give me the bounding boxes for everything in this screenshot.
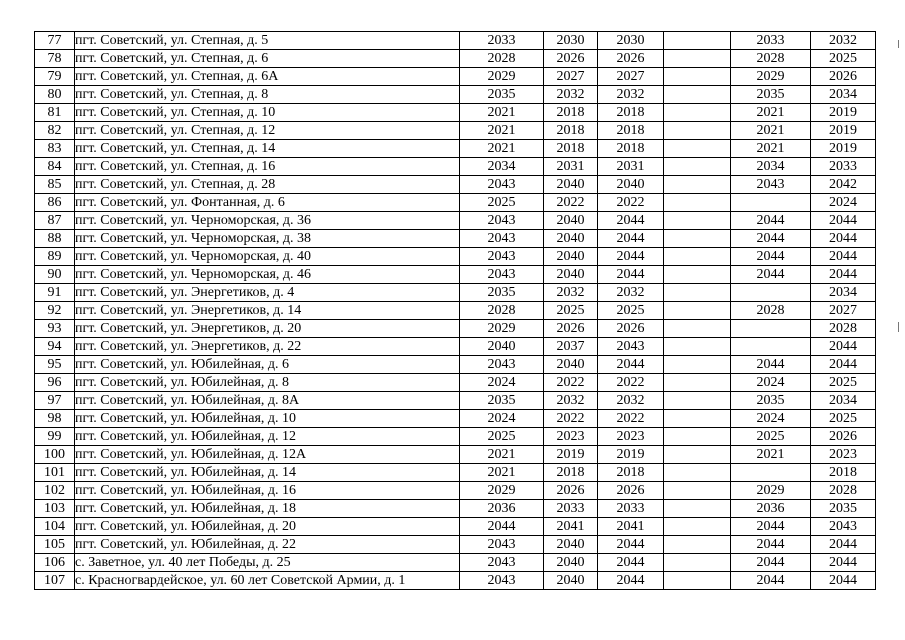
table-row bbox=[35, 176, 876, 194]
year-cell-4 bbox=[664, 122, 731, 140]
year-cell-3: 2027 bbox=[598, 68, 664, 86]
year-cell-4 bbox=[664, 428, 731, 446]
year-cell-2: 2040 bbox=[544, 554, 598, 572]
address-cell: пгт. Советский, ул. Степная, д. 10 bbox=[75, 104, 460, 122]
year-cell-5 bbox=[731, 194, 811, 212]
table-row bbox=[35, 446, 876, 464]
year-cell-5: 2035 bbox=[731, 86, 811, 104]
table-row bbox=[35, 482, 876, 500]
year-cell-5: 2044 bbox=[731, 356, 811, 374]
year-cell-4 bbox=[664, 32, 731, 50]
table-row bbox=[35, 230, 876, 248]
year-cell-2: 2022 bbox=[544, 194, 598, 212]
year-cell-2: 2019 bbox=[544, 446, 598, 464]
address-cell: пгт. Советский, ул. Степная, д. 8 bbox=[75, 86, 460, 104]
year-cell-2: 2018 bbox=[544, 122, 598, 140]
year-cell-1: 2024 bbox=[460, 374, 544, 392]
year-cell-4 bbox=[664, 194, 731, 212]
row-number-cell: 81 bbox=[35, 104, 75, 122]
year-cell-5: 2044 bbox=[731, 518, 811, 536]
year-cell-1: 2035 bbox=[460, 392, 544, 410]
year-cell-1: 2025 bbox=[460, 428, 544, 446]
address-cell: пгт. Советский, ул. Юбилейная, д. 22 bbox=[75, 536, 460, 554]
address-cell: пгт. Советский, ул. Энергетиков, д. 22 bbox=[75, 338, 460, 356]
year-cell-4 bbox=[664, 104, 731, 122]
year-cell-4 bbox=[664, 392, 731, 410]
year-cell-2: 2037 bbox=[544, 338, 598, 356]
table-row bbox=[35, 50, 876, 68]
year-cell-5: 2044 bbox=[731, 536, 811, 554]
year-cell-3: 2040 bbox=[598, 176, 664, 194]
year-cell-4 bbox=[664, 518, 731, 536]
year-cell-6: 2028 bbox=[811, 482, 876, 500]
year-cell-3: 2043 bbox=[598, 338, 664, 356]
year-cell-1: 2021 bbox=[460, 464, 544, 482]
address-cell: пгт. Советский, ул. Энергетиков, д. 14 bbox=[75, 302, 460, 320]
row-number-cell: 79 bbox=[35, 68, 75, 86]
year-cell-4 bbox=[664, 50, 731, 68]
row-number-cell: 106 bbox=[35, 554, 75, 572]
year-cell-6: 2044 bbox=[811, 554, 876, 572]
address-cell: пгт. Советский, ул. Юбилейная, д. 18 bbox=[75, 500, 460, 518]
table-row bbox=[35, 554, 876, 572]
year-cell-4 bbox=[664, 374, 731, 392]
row-number-cell: 100 bbox=[35, 446, 75, 464]
year-cell-1: 2044 bbox=[460, 518, 544, 536]
year-cell-1: 2024 bbox=[460, 410, 544, 428]
table-row bbox=[35, 500, 876, 518]
row-number-cell: 107 bbox=[35, 572, 75, 590]
address-cell: пгт. Советский, ул. Степная, д. 5 bbox=[75, 32, 460, 50]
year-cell-2: 2027 bbox=[544, 68, 598, 86]
address-cell: пгт. Советский, ул. Юбилейная, д. 14 bbox=[75, 464, 460, 482]
year-cell-4 bbox=[664, 482, 731, 500]
year-cell-4 bbox=[664, 68, 731, 86]
address-cell: пгт. Советский, ул. Юбилейная, д. 12 bbox=[75, 428, 460, 446]
row-number-cell: 101 bbox=[35, 464, 75, 482]
year-cell-2: 2026 bbox=[544, 482, 598, 500]
year-cell-3: 2031 bbox=[598, 158, 664, 176]
table-row bbox=[35, 140, 876, 158]
address-cell: пгт. Советский, ул. Юбилейная, д. 8А bbox=[75, 392, 460, 410]
year-cell-5: 2021 bbox=[731, 446, 811, 464]
year-cell-5: 2044 bbox=[731, 212, 811, 230]
year-cell-2: 2032 bbox=[544, 284, 598, 302]
year-cell-5 bbox=[731, 284, 811, 302]
table-row bbox=[35, 194, 876, 212]
year-cell-1: 2021 bbox=[460, 104, 544, 122]
year-cell-6: 2044 bbox=[811, 536, 876, 554]
year-cell-6: 2019 bbox=[811, 140, 876, 158]
year-cell-5: 2034 bbox=[731, 158, 811, 176]
year-cell-3: 2041 bbox=[598, 518, 664, 536]
year-cell-4 bbox=[664, 302, 731, 320]
year-cell-6: 2034 bbox=[811, 86, 876, 104]
year-cell-5: 2024 bbox=[731, 374, 811, 392]
year-cell-6: 2044 bbox=[811, 248, 876, 266]
year-cell-5: 2025 bbox=[731, 428, 811, 446]
table-row bbox=[35, 572, 876, 590]
table-row bbox=[35, 320, 876, 338]
year-cell-2: 2022 bbox=[544, 410, 598, 428]
year-cell-5: 2044 bbox=[731, 230, 811, 248]
table-row bbox=[35, 32, 876, 50]
address-cell: пгт. Советский, ул. Степная, д. 16 bbox=[75, 158, 460, 176]
row-number-cell: 85 bbox=[35, 176, 75, 194]
address-cell: пгт. Советский, ул. Степная, д. 12 bbox=[75, 122, 460, 140]
year-cell-3: 2022 bbox=[598, 374, 664, 392]
year-cell-6: 2025 bbox=[811, 374, 876, 392]
year-cell-1: 2043 bbox=[460, 212, 544, 230]
year-cell-3: 2030 bbox=[598, 32, 664, 50]
year-cell-3: 2018 bbox=[598, 104, 664, 122]
year-cell-5: 2021 bbox=[731, 122, 811, 140]
year-cell-5: 2021 bbox=[731, 104, 811, 122]
address-cell: пгт. Советский, ул. Черноморская, д. 36 bbox=[75, 212, 460, 230]
year-cell-3: 2032 bbox=[598, 86, 664, 104]
year-cell-3: 2033 bbox=[598, 500, 664, 518]
year-cell-2: 2018 bbox=[544, 104, 598, 122]
year-cell-5: 2029 bbox=[731, 68, 811, 86]
address-cell: пгт. Советский, ул. Энергетиков, д. 4 bbox=[75, 284, 460, 302]
year-cell-6: 2035 bbox=[811, 500, 876, 518]
year-cell-5 bbox=[731, 320, 811, 338]
year-cell-4 bbox=[664, 266, 731, 284]
table-row bbox=[35, 428, 876, 446]
year-cell-1: 2036 bbox=[460, 500, 544, 518]
year-cell-1: 2043 bbox=[460, 248, 544, 266]
year-cell-3: 2032 bbox=[598, 392, 664, 410]
year-cell-4 bbox=[664, 410, 731, 428]
year-cell-5 bbox=[731, 464, 811, 482]
table-row bbox=[35, 374, 876, 392]
table-row bbox=[35, 410, 876, 428]
year-cell-3: 2026 bbox=[598, 320, 664, 338]
year-cell-5: 2043 bbox=[731, 176, 811, 194]
row-number-cell: 98 bbox=[35, 410, 75, 428]
year-cell-1: 2043 bbox=[460, 230, 544, 248]
table-body bbox=[35, 32, 876, 590]
address-cell: пгт. Советский, ул. Юбилейная, д. 12А bbox=[75, 446, 460, 464]
address-cell: пгт. Советский, ул. Юбилейная, д. 16 bbox=[75, 482, 460, 500]
year-cell-1: 2029 bbox=[460, 482, 544, 500]
row-number-cell: 103 bbox=[35, 500, 75, 518]
table-row bbox=[35, 338, 876, 356]
scan-edge-mark bbox=[898, 322, 899, 332]
year-cell-2: 2040 bbox=[544, 536, 598, 554]
year-cell-2: 2018 bbox=[544, 140, 598, 158]
year-cell-1: 2035 bbox=[460, 284, 544, 302]
row-number-cell: 95 bbox=[35, 356, 75, 374]
address-cell: пгт. Советский, ул. Черноморская, д. 46 bbox=[75, 266, 460, 284]
year-cell-5: 2028 bbox=[731, 302, 811, 320]
year-cell-2: 2026 bbox=[544, 320, 598, 338]
year-cell-1: 2028 bbox=[460, 50, 544, 68]
scan-edge-mark bbox=[898, 40, 899, 48]
row-number-cell: 92 bbox=[35, 302, 75, 320]
year-cell-3: 2044 bbox=[598, 212, 664, 230]
year-cell-2: 2018 bbox=[544, 464, 598, 482]
row-number-cell: 99 bbox=[35, 428, 75, 446]
table-row bbox=[35, 122, 876, 140]
table-row bbox=[35, 158, 876, 176]
table-row bbox=[35, 392, 876, 410]
year-cell-4 bbox=[664, 248, 731, 266]
row-number-cell: 105 bbox=[35, 536, 75, 554]
year-cell-6: 2044 bbox=[811, 212, 876, 230]
year-cell-2: 2040 bbox=[544, 356, 598, 374]
year-cell-3: 2044 bbox=[598, 266, 664, 284]
row-number-cell: 104 bbox=[35, 518, 75, 536]
year-cell-2: 2040 bbox=[544, 176, 598, 194]
year-cell-4 bbox=[664, 356, 731, 374]
year-cell-4 bbox=[664, 140, 731, 158]
year-cell-3: 2025 bbox=[598, 302, 664, 320]
year-cell-1: 2043 bbox=[460, 536, 544, 554]
year-cell-1: 2029 bbox=[460, 68, 544, 86]
year-cell-4 bbox=[664, 230, 731, 248]
address-cell: пгт. Советский, ул. Юбилейная, д. 20 bbox=[75, 518, 460, 536]
year-cell-2: 2041 bbox=[544, 518, 598, 536]
year-cell-4 bbox=[664, 338, 731, 356]
row-number-cell: 102 bbox=[35, 482, 75, 500]
table-row bbox=[35, 464, 876, 482]
year-cell-1: 2035 bbox=[460, 86, 544, 104]
address-cell: пгт. Советский, ул. Юбилейная, д. 8 bbox=[75, 374, 460, 392]
address-cell: пгт. Советский, ул. Юбилейная, д. 6 bbox=[75, 356, 460, 374]
year-cell-3: 2023 bbox=[598, 428, 664, 446]
year-cell-6: 2044 bbox=[811, 356, 876, 374]
row-number-cell: 90 bbox=[35, 266, 75, 284]
row-number-cell: 94 bbox=[35, 338, 75, 356]
table-row bbox=[35, 212, 876, 230]
row-number-cell: 88 bbox=[35, 230, 75, 248]
year-cell-1: 2043 bbox=[460, 572, 544, 590]
table-row bbox=[35, 518, 876, 536]
year-cell-2: 2022 bbox=[544, 374, 598, 392]
year-cell-5: 2024 bbox=[731, 410, 811, 428]
row-number-cell: 86 bbox=[35, 194, 75, 212]
address-cell: пгт. Советский, ул. Степная, д. 14 bbox=[75, 140, 460, 158]
address-cell: пгт. Советский, ул. Степная, д. 6А bbox=[75, 68, 460, 86]
year-cell-3: 2044 bbox=[598, 356, 664, 374]
year-cell-1: 2029 bbox=[460, 320, 544, 338]
year-cell-1: 2033 bbox=[460, 32, 544, 50]
year-cell-4 bbox=[664, 500, 731, 518]
table-row bbox=[35, 302, 876, 320]
row-number-cell: 96 bbox=[35, 374, 75, 392]
year-cell-6: 2044 bbox=[811, 338, 876, 356]
year-cell-5 bbox=[731, 338, 811, 356]
year-cell-6: 2019 bbox=[811, 122, 876, 140]
address-cell: пгт. Советский, ул. Черноморская, д. 40 bbox=[75, 248, 460, 266]
year-cell-3: 2044 bbox=[598, 554, 664, 572]
year-cell-4 bbox=[664, 212, 731, 230]
year-cell-6: 2043 bbox=[811, 518, 876, 536]
year-cell-3: 2026 bbox=[598, 50, 664, 68]
year-cell-2: 2023 bbox=[544, 428, 598, 446]
year-cell-5: 2021 bbox=[731, 140, 811, 158]
year-cell-1: 2025 bbox=[460, 194, 544, 212]
year-cell-5: 2036 bbox=[731, 500, 811, 518]
address-cell: пгт. Советский, ул. Степная, д. 28 bbox=[75, 176, 460, 194]
table-row bbox=[35, 248, 876, 266]
year-cell-5: 2044 bbox=[731, 248, 811, 266]
year-cell-3: 2026 bbox=[598, 482, 664, 500]
year-cell-6: 2034 bbox=[811, 392, 876, 410]
address-cell: пгт. Советский, ул. Фонтанная, д. 6 bbox=[75, 194, 460, 212]
table-row bbox=[35, 86, 876, 104]
address-cell: с. Красногвардейское, ул. 60 лет Советской Армии, д. 1 bbox=[75, 572, 460, 590]
year-cell-4 bbox=[664, 176, 731, 194]
year-cell-3: 2018 bbox=[598, 140, 664, 158]
row-number-cell: 97 bbox=[35, 392, 75, 410]
row-number-cell: 77 bbox=[35, 32, 75, 50]
year-cell-6: 2026 bbox=[811, 68, 876, 86]
year-cell-1: 2043 bbox=[460, 266, 544, 284]
year-cell-1: 2034 bbox=[460, 158, 544, 176]
year-cell-2: 2026 bbox=[544, 50, 598, 68]
year-cell-1: 2043 bbox=[460, 176, 544, 194]
year-cell-6: 2026 bbox=[811, 428, 876, 446]
table-row bbox=[35, 266, 876, 284]
table-row bbox=[35, 536, 876, 554]
address-cell: пгт. Советский, ул. Юбилейная, д. 10 bbox=[75, 410, 460, 428]
year-cell-3: 2032 bbox=[598, 284, 664, 302]
row-number-cell: 83 bbox=[35, 140, 75, 158]
year-cell-2: 2040 bbox=[544, 572, 598, 590]
year-cell-2: 2040 bbox=[544, 266, 598, 284]
year-cell-2: 2033 bbox=[544, 500, 598, 518]
year-cell-3: 2018 bbox=[598, 464, 664, 482]
row-number-cell: 82 bbox=[35, 122, 75, 140]
year-cell-6: 2044 bbox=[811, 266, 876, 284]
year-cell-6: 2027 bbox=[811, 302, 876, 320]
year-cell-6: 2034 bbox=[811, 284, 876, 302]
year-cell-6: 2025 bbox=[811, 50, 876, 68]
year-cell-1: 2043 bbox=[460, 554, 544, 572]
table-row bbox=[35, 356, 876, 374]
year-cell-2: 2030 bbox=[544, 32, 598, 50]
year-cell-1: 2028 bbox=[460, 302, 544, 320]
year-cell-6: 2042 bbox=[811, 176, 876, 194]
year-cell-3: 2019 bbox=[598, 446, 664, 464]
year-cell-2: 2031 bbox=[544, 158, 598, 176]
year-cell-5: 2044 bbox=[731, 572, 811, 590]
year-cell-6: 2019 bbox=[811, 104, 876, 122]
year-cell-1: 2043 bbox=[460, 356, 544, 374]
year-cell-4 bbox=[664, 572, 731, 590]
year-cell-4 bbox=[664, 86, 731, 104]
year-cell-5: 2044 bbox=[731, 554, 811, 572]
year-cell-6: 2023 bbox=[811, 446, 876, 464]
row-number-cell: 87 bbox=[35, 212, 75, 230]
year-cell-6: 2044 bbox=[811, 230, 876, 248]
year-cell-4 bbox=[664, 446, 731, 464]
address-cell: с. Заветное, ул. 40 лет Победы, д. 25 bbox=[75, 554, 460, 572]
year-cell-1: 2021 bbox=[460, 140, 544, 158]
year-cell-3: 2044 bbox=[598, 248, 664, 266]
year-cell-3: 2022 bbox=[598, 194, 664, 212]
year-cell-4 bbox=[664, 158, 731, 176]
row-number-cell: 84 bbox=[35, 158, 75, 176]
year-cell-3: 2022 bbox=[598, 410, 664, 428]
year-cell-3: 2044 bbox=[598, 572, 664, 590]
year-cell-4 bbox=[664, 320, 731, 338]
year-cell-6: 2018 bbox=[811, 464, 876, 482]
table-row bbox=[35, 284, 876, 302]
year-cell-6: 2033 bbox=[811, 158, 876, 176]
row-number-cell: 93 bbox=[35, 320, 75, 338]
address-cell: пгт. Советский, ул. Степная, д. 6 bbox=[75, 50, 460, 68]
address-cell: пгт. Советский, ул. Энергетиков, д. 20 bbox=[75, 320, 460, 338]
year-cell-5: 2033 bbox=[731, 32, 811, 50]
row-number-cell: 91 bbox=[35, 284, 75, 302]
year-cell-4 bbox=[664, 464, 731, 482]
year-cell-2: 2040 bbox=[544, 212, 598, 230]
year-cell-3: 2044 bbox=[598, 230, 664, 248]
year-cell-2: 2032 bbox=[544, 86, 598, 104]
row-number-cell: 89 bbox=[35, 248, 75, 266]
year-cell-2: 2032 bbox=[544, 392, 598, 410]
year-cell-2: 2025 bbox=[544, 302, 598, 320]
row-number-cell: 80 bbox=[35, 86, 75, 104]
year-cell-5: 2035 bbox=[731, 392, 811, 410]
year-cell-2: 2040 bbox=[544, 248, 598, 266]
year-cell-1: 2021 bbox=[460, 122, 544, 140]
repair-schedule-table bbox=[34, 31, 876, 590]
year-cell-1: 2040 bbox=[460, 338, 544, 356]
year-cell-6: 2028 bbox=[811, 320, 876, 338]
year-cell-4 bbox=[664, 554, 731, 572]
year-cell-5: 2029 bbox=[731, 482, 811, 500]
year-cell-4 bbox=[664, 536, 731, 554]
year-cell-3: 2018 bbox=[598, 122, 664, 140]
year-cell-6: 2024 bbox=[811, 194, 876, 212]
row-number-cell: 78 bbox=[35, 50, 75, 68]
year-cell-6: 2025 bbox=[811, 410, 876, 428]
year-cell-6: 2044 bbox=[811, 572, 876, 590]
table-row bbox=[35, 104, 876, 122]
year-cell-1: 2021 bbox=[460, 446, 544, 464]
year-cell-4 bbox=[664, 284, 731, 302]
year-cell-5: 2044 bbox=[731, 266, 811, 284]
year-cell-5: 2028 bbox=[731, 50, 811, 68]
year-cell-3: 2044 bbox=[598, 536, 664, 554]
year-cell-2: 2040 bbox=[544, 230, 598, 248]
address-cell: пгт. Советский, ул. Черноморская, д. 38 bbox=[75, 230, 460, 248]
year-cell-6: 2032 bbox=[811, 32, 876, 50]
table-row bbox=[35, 68, 876, 86]
